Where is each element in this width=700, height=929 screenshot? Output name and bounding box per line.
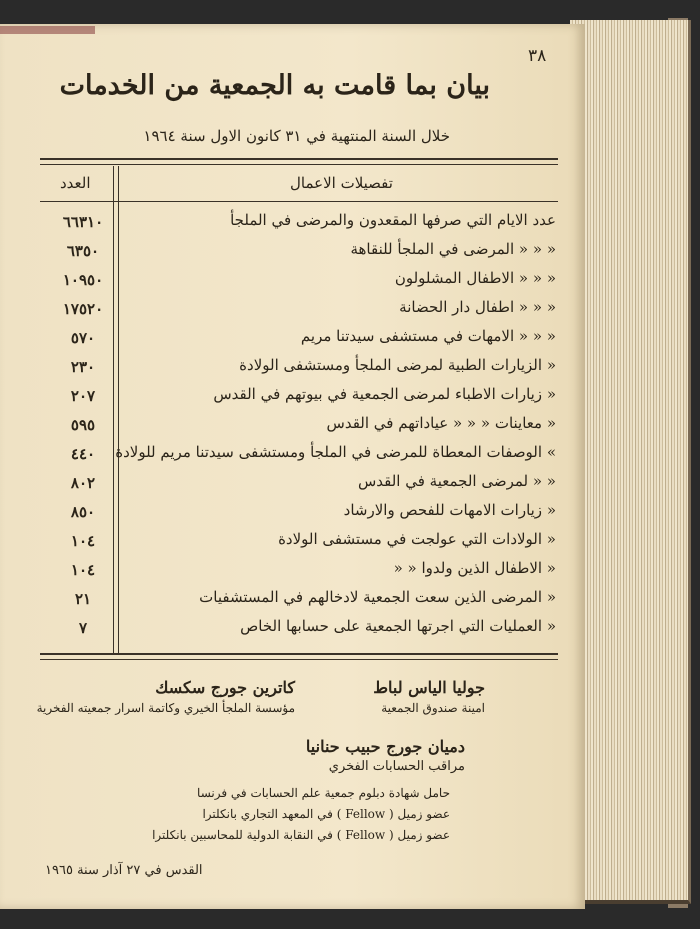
row-value: ٢١ bbox=[74, 590, 92, 608]
row-label: « زيارات الاطباء لمرضى الجمعية في بيوتهم في القدس bbox=[213, 385, 556, 403]
row-label: « العمليات التي اجرتها الجمعية على حسابها الخاص bbox=[240, 617, 556, 635]
row-value: ٥٩٥ bbox=[70, 416, 96, 434]
table-top-rule bbox=[40, 158, 558, 165]
signature-left bbox=[37, 678, 295, 715]
footer-date: القدس في ٢٧ آذار سنة ١٩٦٥ bbox=[45, 863, 203, 878]
row-label: « « « الامهات في مستشفى سيدتنا مريم bbox=[300, 327, 556, 345]
row-value: ٦٣٥٠ bbox=[66, 242, 100, 260]
table-bottom-rule bbox=[40, 653, 558, 660]
row-label: « « لمرضى الجمعية في القدس bbox=[357, 472, 556, 490]
row-label: « معاينات « « « عياداتهم في القدس bbox=[326, 414, 556, 432]
page-edges bbox=[570, 20, 691, 904]
table-row bbox=[40, 240, 558, 269]
row-value: ٢٣٠ bbox=[70, 358, 96, 376]
row-value: ١٠٩٥٠ bbox=[62, 271, 104, 289]
table-row bbox=[40, 298, 558, 327]
row-value: ١٧٥٢٠ bbox=[62, 300, 104, 318]
column-header-details: تفصيلات الاعمال bbox=[290, 174, 393, 192]
table-row bbox=[40, 530, 558, 559]
signatory-name: دميان جورج حبيب حنانيا bbox=[305, 737, 465, 756]
credential-line: حامل شهادة دبلوم جمعية علم الحسابات في فرنسا bbox=[197, 786, 450, 800]
row-label: » الوصفات المعطاة للمرضى في الملجأ ومستشفى سيدتنا مريم للولادة bbox=[115, 443, 556, 461]
table-row bbox=[40, 356, 558, 385]
row-label: « الولادات التي عولجت في مستشفى الولادة bbox=[278, 530, 556, 548]
page-subtitle: خلال السنة المنتهية في ٣١ كانون الاول سنة ١٩٦٤ bbox=[143, 127, 450, 145]
row-value: ٥٧٠ bbox=[70, 329, 96, 347]
table-row bbox=[40, 588, 558, 617]
bookmark-ribbon bbox=[0, 26, 95, 34]
row-label: عدد الايام التي صرفها المقعدون والمرضى في الملجأ bbox=[230, 211, 556, 229]
row-label: « الزيارات الطبية لمرضى الملجأ ومستشفى الولادة bbox=[239, 356, 556, 374]
page-number: ٣٨ bbox=[528, 46, 547, 66]
signature-right bbox=[373, 678, 485, 715]
signatory-role: مراقب الحسابات الفخري bbox=[328, 759, 465, 774]
row-value: ٧ bbox=[78, 619, 88, 637]
row-value: ٨٠٢ bbox=[70, 474, 96, 492]
row-label: « الاطفال الذين ولدوا « « bbox=[393, 559, 556, 577]
table-row bbox=[40, 472, 558, 501]
row-label: « « « اطفال دار الحضانة bbox=[399, 298, 556, 316]
row-value: ٦٦٣١٠ bbox=[62, 213, 104, 231]
row-label: « « « المرضى في الملجأ للنقاهة bbox=[350, 240, 556, 258]
table-row bbox=[40, 327, 558, 356]
signatory-name: كاترين جورج سكسك bbox=[155, 678, 295, 697]
row-value: ١٠٤ bbox=[70, 532, 96, 550]
row-value: ٨٥٠ bbox=[70, 503, 96, 521]
credential-line: عضو زميل ( Fellow ) في النقابة الدولية للمحاسبين بانكلترا bbox=[152, 828, 450, 842]
signatory-name: جوليا الياس لباط bbox=[373, 678, 485, 697]
table-row bbox=[40, 385, 558, 414]
table-row bbox=[40, 211, 558, 240]
table-row bbox=[40, 443, 558, 472]
row-value: ٢٠٧ bbox=[70, 387, 96, 405]
row-value: ١٠٤ bbox=[70, 561, 96, 579]
page-title: بيان بما قامت به الجمعية من الخدمات bbox=[59, 70, 490, 101]
credential-line: عضو زميل ( Fellow ) في المعهد التجاري بانكلترا bbox=[202, 807, 450, 821]
table-row bbox=[40, 269, 558, 298]
signatory-role: امينة صندوق الجمعية bbox=[381, 701, 485, 715]
row-value: ٤٤٠ bbox=[70, 445, 96, 463]
row-label: « المرضى الذين سعت الجمعية لادخالهم في المستشفيات bbox=[199, 588, 556, 606]
table-row bbox=[40, 414, 558, 443]
table-row bbox=[40, 501, 558, 530]
table-row bbox=[40, 559, 558, 588]
row-label: « « « الاطفال المشلولون bbox=[394, 269, 556, 287]
row-label: « زيارات الامهات للفحص والارشاد bbox=[343, 501, 556, 519]
signatory-credentials bbox=[152, 783, 450, 846]
signature-center bbox=[306, 737, 465, 774]
signatory-role: مؤسسة الملجأ الخيري وكاتمة اسرار جمعيته الفخرية bbox=[36, 701, 295, 715]
column-header-count: العدد bbox=[60, 174, 91, 192]
table-row bbox=[40, 617, 558, 646]
